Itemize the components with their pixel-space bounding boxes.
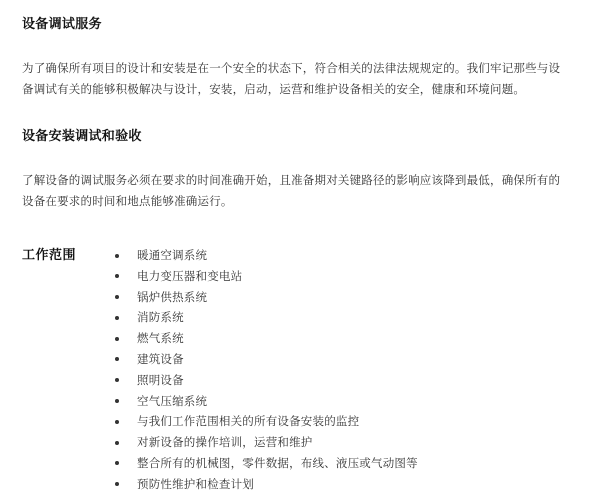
scope-list-item — [112, 307, 418, 328]
scope-item-text: 建筑设备 — [137, 351, 184, 366]
scope-item-text: 对新设备的操作培训，运营和维护 — [137, 435, 313, 450]
bullet-icon — [115, 441, 119, 445]
scope-item-text: 整合所有的机械图，零件数据，布线、液压或气动图等 — [137, 455, 418, 470]
scope-list-item — [112, 453, 418, 474]
scope-list-item — [112, 245, 418, 266]
paragraph-line: 为了确保所有项目的设计和安装是在一个安全的状态下，符合相关的法律法规规定的。我们牢记那些与设 — [22, 61, 561, 75]
scope-label: 工作范围 — [22, 248, 77, 263]
paragraph-line: 设备在要求的时间和地点能够准确运行。 — [22, 194, 233, 208]
scope-list-item — [112, 349, 418, 370]
scope-list-item — [112, 474, 418, 495]
bullet-icon — [115, 337, 119, 341]
scope-item-text: 消防系统 — [137, 310, 184, 325]
scope-item-text: 空气压缩系统 — [137, 393, 208, 408]
bullet-icon — [115, 316, 119, 320]
scope-item-text: 照明设备 — [137, 372, 184, 387]
bullet-icon — [115, 378, 119, 382]
scope-item-text: 预防性维护和检查计划 — [137, 476, 254, 491]
section-title-commissioning-service: 设备调试服务 — [22, 17, 102, 32]
bullet-icon — [115, 461, 119, 465]
scope-item-text: 与我们工作范围相关的所有设备安装的监控 — [137, 414, 360, 429]
bullet-icon — [115, 482, 119, 486]
paragraph-line: 了解设备的调试服务必须在要求的时间准确开始，且准备期对关键路径的影响应该降到最低，确保所有的 — [22, 173, 561, 187]
section-paragraph-installation-acceptance — [22, 170, 582, 212]
scope-item-text: 锅炉供热系统 — [137, 289, 208, 304]
scope-list-item — [112, 391, 418, 412]
scope-list-item — [112, 287, 418, 308]
bullet-icon — [115, 274, 119, 278]
bullet-icon — [115, 254, 119, 258]
paragraph-line: 备调试有关的能够积极解决与设计，安装，启动，运营和维护设备相关的安全，健康和环境问题。 — [22, 82, 526, 96]
scope-item-text: 暖通空调系统 — [137, 248, 208, 262]
scope-list-item — [112, 370, 418, 391]
section-paragraph-commissioning-service — [22, 58, 582, 100]
scope-item-text: 燃气系统 — [137, 331, 184, 346]
bullet-icon — [115, 399, 119, 403]
bullet-icon — [115, 420, 119, 424]
scope-list-item — [112, 411, 418, 432]
scope-list-item — [112, 432, 418, 453]
section-title-installation-acceptance: 设备安装调试和验收 — [22, 129, 142, 144]
scope-list-item — [112, 266, 418, 287]
bullet-icon — [115, 295, 119, 299]
scope-item-text: 电力变压器和变电站 — [137, 268, 243, 283]
bullet-icon — [115, 357, 119, 361]
scope-list-item — [112, 328, 418, 349]
scope-list — [112, 245, 418, 495]
